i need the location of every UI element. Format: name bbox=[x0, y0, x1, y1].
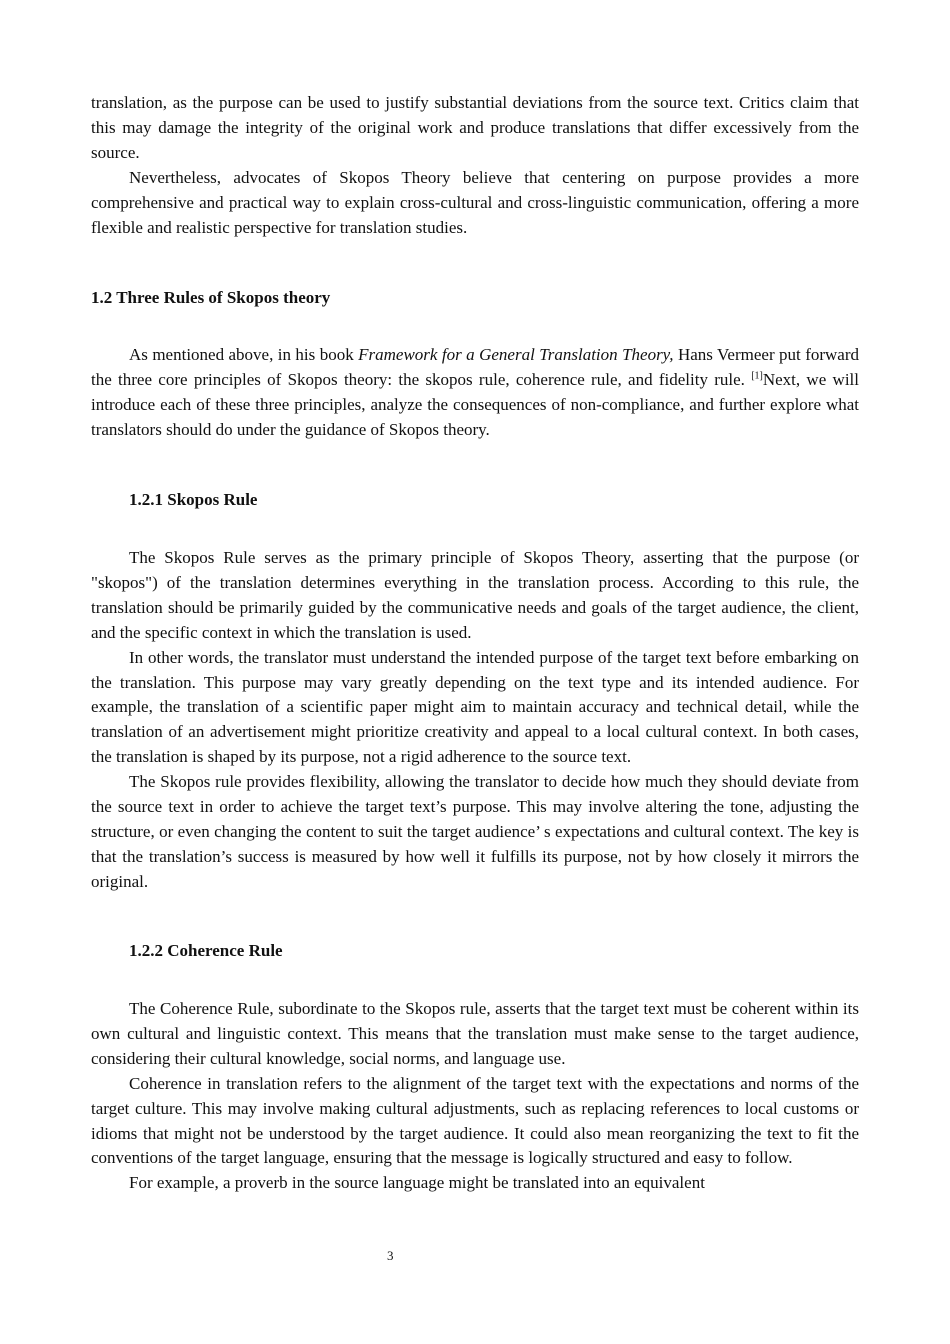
section-heading: 1.2 Three Rules of Skopos theory bbox=[91, 288, 331, 307]
paragraph: In other words, the translator must understand the intended purpose of the target text before embarking on the translation. This purpose may vary greatly depending on the text type and its intended audience. For example, the translation of a scientific paper might aim to maintain accuracy and technical detail, while the translation of an advertisement might prioritize creativity and appeal to a local cultural context. In both cases, the translation is shaped by its purpose, not a rigid adherence to the source text. bbox=[91, 647, 859, 767]
book-title: Framework for a General Translation Theory, bbox=[358, 345, 674, 364]
citation: [1] bbox=[751, 370, 763, 382]
intro-block bbox=[91, 91, 859, 240]
page-number: 3 bbox=[387, 1248, 394, 1263]
paragraph: Nevertheless, advocates of Skopos Theory believe that centering on purpose provides a more comprehensive and practical way to explain cross-cultural and cross-linguistic communication, offering a more flexible and realistic perspective for translation studies. bbox=[91, 167, 859, 237]
section-1-2-1-block bbox=[91, 546, 859, 895]
subsection-heading: 1.2.1 Skopos Rule bbox=[129, 490, 258, 509]
text-span: Hans Vermeer put forward the three core principles of Skopos theory: the skopos rule, coherence rule, and fidelity rule. bbox=[91, 345, 859, 389]
text-span: Next, we will introduce each of these three principles, analyze the consequences of non-compliance, and further explore what translators should do under the guidance of Skopos theory. bbox=[91, 369, 859, 439]
text-span: As mentioned above, in his book bbox=[129, 345, 359, 364]
paragraph: Coherence in translation refers to the alignment of the target text with the expectations and norms of the target culture. This may involve making cultural adjustments, such as replacing references to local customs or idioms that might not be understood by the target audience. It could also mean reorganizing the text to fit the conventions of the target language, ensuring that the message is logically structured and easy to follow. bbox=[91, 1073, 859, 1168]
paragraph: The Skopos Rule serves as the primary principle of Skopos Theory, asserting that the purpose (or "skopos") of the translation determines everything in the translation process. According to this rule, the translation should be primarily guided by the communicative needs and goals of the target audience, the client, and the specific context in which the translation is used. bbox=[91, 548, 859, 642]
section-1-2-2-block bbox=[91, 997, 859, 1196]
paragraph: For example, a proverb in the source language might be translated into an equivalent bbox=[129, 1173, 705, 1193]
paragraph: The Coherence Rule, subordinate to the Skopos rule, asserts that the target text must be coherent within its own cultural and linguistic context. This means that the translation must make sense to the target audience, considering their cultural knowledge, social norms, and language use. bbox=[91, 999, 859, 1068]
section-1-2-block bbox=[91, 343, 859, 443]
subsection-heading: 1.2.2 Coherence Rule bbox=[129, 941, 283, 960]
paragraph bbox=[91, 343, 859, 443]
paragraph: The Skopos rule provides flexibility, allowing the translator to decide how much they should deviate from the source text in order to achieve the target text’s purpose. This may involve altering the tone, adjusting the structure, or even changing the content to suit the target audience’ s expectations and cultural context. The key is that the translation’s success is measured by how well it fulfills its purpose, not by how closely it mirrors the original. bbox=[91, 772, 859, 891]
paragraph: translation, as the purpose can be used to justify substantial deviations from the source text. Critics claim that this may damage the integrity of the original work and produce translations that differ excessively from the source. bbox=[91, 93, 859, 162]
